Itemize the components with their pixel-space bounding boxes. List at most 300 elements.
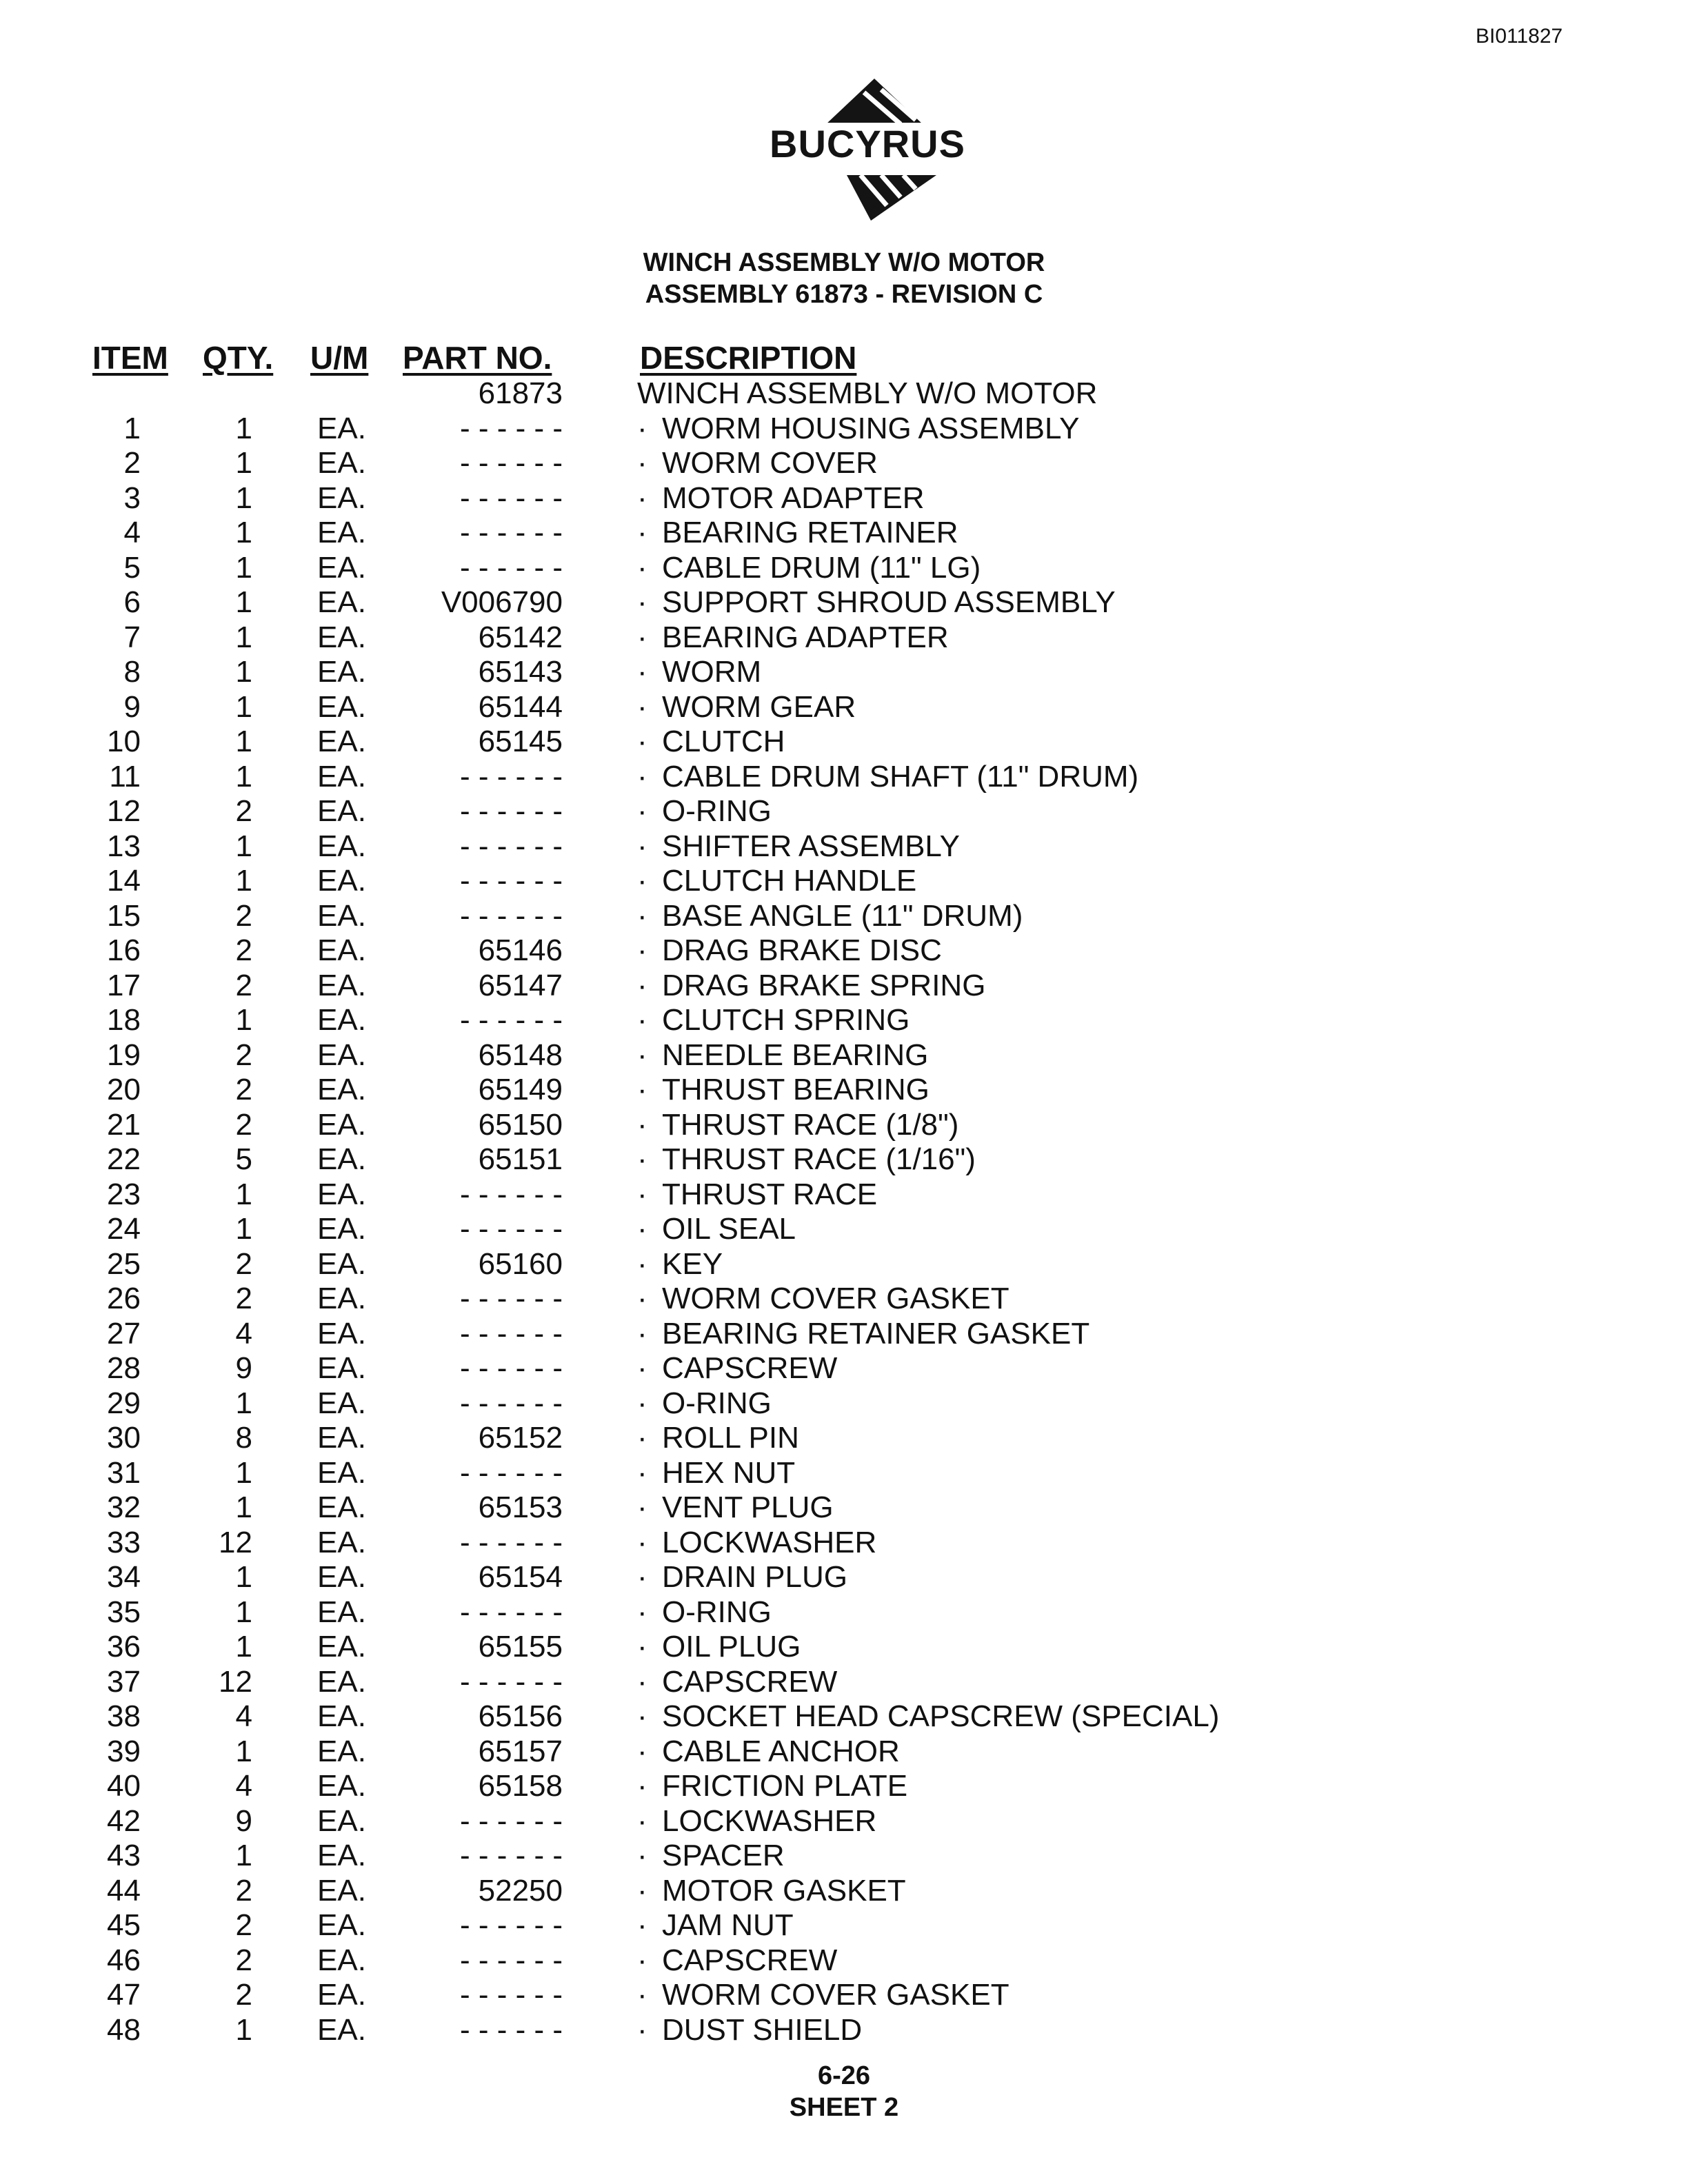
quantity: 1 xyxy=(235,1734,252,1768)
indent-dot: · xyxy=(637,655,647,689)
description: NEEDLE BEARING xyxy=(662,1038,929,1072)
item-number: 10 xyxy=(107,725,141,758)
part-number: - - - - - - xyxy=(459,864,563,898)
unit-of-measure: EA. xyxy=(317,1595,366,1629)
part-number: 65146 xyxy=(478,933,563,967)
part-number: - - - - - - xyxy=(459,1003,563,1037)
table-row xyxy=(0,1421,1688,1456)
item-number: 14 xyxy=(107,864,141,898)
table-row xyxy=(0,1735,1688,1770)
indent-dot: · xyxy=(637,620,647,654)
assembly-description: WINCH ASSEMBLY W/O MOTOR xyxy=(637,376,1098,410)
part-number: - - - - - - xyxy=(459,759,563,793)
unit-of-measure: EA. xyxy=(317,1212,366,1246)
part-number: 65150 xyxy=(478,1107,563,1142)
quantity: 2 xyxy=(235,1073,252,1106)
unit-of-measure: EA. xyxy=(317,1177,366,1211)
table-row xyxy=(0,794,1688,829)
quantity: 2 xyxy=(235,1038,252,1072)
quantity: 1 xyxy=(235,585,252,619)
description: JAM NUT xyxy=(662,1908,794,1942)
unit-of-measure: EA. xyxy=(317,411,366,445)
header-um: U/M xyxy=(310,340,369,376)
quantity: 2 xyxy=(235,1978,252,2012)
description: DRAIN PLUG xyxy=(662,1560,847,1594)
quantity: 12 xyxy=(219,1525,252,1559)
table-row xyxy=(0,585,1688,620)
quantity: 8 xyxy=(235,1421,252,1455)
table-row xyxy=(0,829,1688,865)
quantity: 1 xyxy=(235,411,252,445)
description: O-RING xyxy=(662,794,772,828)
item-number: 32 xyxy=(107,1490,141,1524)
part-number: 65155 xyxy=(478,1630,563,1664)
quantity: 2 xyxy=(235,1246,252,1281)
part-number: 65149 xyxy=(478,1073,563,1106)
table-row xyxy=(0,1874,1688,1909)
description: MOTOR GASKET xyxy=(662,1873,906,1908)
description: CABLE DRUM SHAFT (11" DRUM) xyxy=(662,759,1139,793)
indent-dot: · xyxy=(637,1246,647,1281)
indent-dot: · xyxy=(637,1943,647,1977)
table-row xyxy=(0,1769,1688,1804)
part-number: - - - - - - xyxy=(459,411,563,445)
description: WORM COVER GASKET xyxy=(662,1282,1009,1315)
description: BEARING RETAINER GASKET xyxy=(662,1316,1090,1351)
item-number: 45 xyxy=(107,1908,141,1942)
item-number: 19 xyxy=(107,1038,141,1072)
sheet-number: SHEET 2 xyxy=(789,2093,899,2122)
description: FRICTION PLATE xyxy=(662,1769,908,1803)
unit-of-measure: EA. xyxy=(317,1351,366,1385)
table-row xyxy=(0,1943,1688,1979)
part-number: - - - - - - xyxy=(459,1316,563,1351)
unit-of-measure: EA. xyxy=(317,968,366,1002)
table-row xyxy=(0,551,1688,586)
indent-dot: · xyxy=(637,516,647,549)
item-number: 1 xyxy=(123,411,141,445)
part-number: - - - - - - xyxy=(459,481,563,515)
quantity: 1 xyxy=(235,655,252,689)
table-row xyxy=(0,1699,1688,1735)
description: SUPPORT SHROUD ASSEMBLY xyxy=(662,585,1116,619)
item-number: 26 xyxy=(107,1282,141,1315)
quantity: 1 xyxy=(235,481,252,515)
item-number: 24 xyxy=(107,1212,141,1246)
indent-dot: · xyxy=(637,1664,647,1699)
unit-of-measure: EA. xyxy=(317,794,366,828)
part-number: 65154 xyxy=(478,1560,563,1594)
part-number: 65152 xyxy=(478,1421,563,1455)
unit-of-measure: EA. xyxy=(317,1003,366,1037)
table-row xyxy=(0,1839,1688,1874)
indent-dot: · xyxy=(637,1595,647,1629)
unit-of-measure: EA. xyxy=(317,1943,366,1977)
unit-of-measure: EA. xyxy=(317,585,366,619)
indent-dot: · xyxy=(637,1421,647,1455)
part-number: 65158 xyxy=(478,1769,563,1803)
header-part-no: PART NO. xyxy=(403,340,552,376)
quantity: 12 xyxy=(219,1664,252,1699)
item-number: 40 xyxy=(107,1769,141,1803)
unit-of-measure: EA. xyxy=(317,1386,366,1420)
unit-of-measure: EA. xyxy=(317,1142,366,1176)
part-number: - - - - - - xyxy=(459,1351,563,1385)
description: BEARING ADAPTER xyxy=(662,620,949,654)
document-id: BI011827 xyxy=(1476,25,1563,48)
table-row xyxy=(0,1630,1688,1665)
indent-dot: · xyxy=(637,446,647,480)
indent-dot: · xyxy=(637,2012,647,2047)
item-number: 8 xyxy=(123,655,141,689)
description: CAPSCREW xyxy=(662,1943,838,1977)
item-number: 7 xyxy=(123,620,141,654)
unit-of-measure: EA. xyxy=(317,864,366,898)
quantity: 1 xyxy=(235,1177,252,1211)
indent-dot: · xyxy=(637,689,647,724)
part-number: - - - - - - xyxy=(459,1839,563,1872)
description: BASE ANGLE (11" DRUM) xyxy=(662,898,1023,933)
description: SHIFTER ASSEMBLY xyxy=(662,829,960,863)
indent-dot: · xyxy=(637,1316,647,1351)
part-number: 65144 xyxy=(478,689,563,724)
item-number: 37 xyxy=(107,1664,141,1699)
unit-of-measure: EA. xyxy=(317,1664,366,1699)
quantity: 2 xyxy=(235,794,252,828)
quantity: 1 xyxy=(235,1386,252,1420)
table-row xyxy=(0,1490,1688,1526)
item-number: 22 xyxy=(107,1142,141,1176)
quantity: 1 xyxy=(235,1839,252,1872)
part-number: 65142 xyxy=(478,620,563,654)
quantity: 2 xyxy=(235,1282,252,1315)
item-number: 36 xyxy=(107,1630,141,1664)
item-number: 29 xyxy=(107,1386,141,1420)
page-number: 6-26 xyxy=(817,2061,871,2090)
table-row xyxy=(0,725,1688,760)
item-number: 3 xyxy=(123,481,141,515)
quantity: 2 xyxy=(235,1908,252,1942)
description: O-RING xyxy=(662,1386,772,1420)
description: VENT PLUG xyxy=(662,1490,834,1524)
item-number: 2 xyxy=(123,446,141,480)
table-row xyxy=(0,969,1688,1004)
indent-dot: · xyxy=(637,1769,647,1803)
part-number: - - - - - - xyxy=(459,1455,563,1490)
indent-dot: · xyxy=(637,829,647,863)
item-number: 34 xyxy=(107,1560,141,1594)
unit-of-measure: EA. xyxy=(317,1246,366,1281)
table-row xyxy=(0,1073,1688,1108)
quantity: 2 xyxy=(235,898,252,933)
quantity: 1 xyxy=(235,620,252,654)
quantity: 1 xyxy=(235,725,252,758)
unit-of-measure: EA. xyxy=(317,1803,366,1838)
quantity: 1 xyxy=(235,446,252,480)
part-number: - - - - - - xyxy=(459,1803,563,1838)
part-number: - - - - - - xyxy=(459,1212,563,1246)
part-number: - - - - - - xyxy=(459,550,563,585)
table-row xyxy=(0,760,1688,795)
table-row xyxy=(0,1317,1688,1352)
quantity: 1 xyxy=(235,516,252,549)
description: DUST SHIELD xyxy=(662,2012,863,2047)
quantity: 1 xyxy=(235,689,252,724)
unit-of-measure: EA. xyxy=(317,1525,366,1559)
item-number: 43 xyxy=(107,1839,141,1872)
quantity: 1 xyxy=(235,1212,252,1246)
unit-of-measure: EA. xyxy=(317,725,366,758)
item-number: 21 xyxy=(107,1107,141,1142)
part-number: 65160 xyxy=(478,1246,563,1281)
table-row xyxy=(0,1108,1688,1143)
description: CABLE ANCHOR xyxy=(662,1734,900,1768)
description: DRAG BRAKE DISC xyxy=(662,933,942,967)
unit-of-measure: EA. xyxy=(317,1769,366,1803)
table-row xyxy=(0,1386,1688,1422)
part-number: - - - - - - xyxy=(459,516,563,549)
part-number: V006790 xyxy=(441,585,563,619)
indent-dot: · xyxy=(637,1038,647,1072)
indent-dot: · xyxy=(637,1212,647,1246)
table-row xyxy=(0,1804,1688,1839)
unit-of-measure: EA. xyxy=(317,933,366,967)
description: LOCKWASHER xyxy=(662,1525,877,1559)
table-row xyxy=(0,864,1688,899)
item-number: 16 xyxy=(107,933,141,967)
table-row xyxy=(0,690,1688,725)
indent-dot: · xyxy=(637,1630,647,1664)
indent-dot: · xyxy=(637,933,647,967)
part-number: - - - - - - xyxy=(459,1386,563,1420)
indent-dot: · xyxy=(637,968,647,1002)
description: HEX NUT xyxy=(662,1455,796,1490)
part-number: - - - - - - xyxy=(459,446,563,480)
document-title: WINCH ASSEMBLY W/O MOTOR xyxy=(643,248,1045,277)
quantity: 9 xyxy=(235,1803,252,1838)
table-row xyxy=(0,655,1688,690)
indent-dot: · xyxy=(637,1351,647,1385)
table-row xyxy=(0,1142,1688,1177)
unit-of-measure: EA. xyxy=(317,1734,366,1768)
part-number: - - - - - - xyxy=(459,1978,563,2012)
quantity: 1 xyxy=(235,550,252,585)
quantity: 4 xyxy=(235,1769,252,1803)
indent-dot: · xyxy=(637,1978,647,2012)
part-number: 65153 xyxy=(478,1490,563,1524)
quantity: 2 xyxy=(235,1943,252,1977)
indent-dot: · xyxy=(637,1455,647,1490)
unit-of-measure: EA. xyxy=(317,620,366,654)
indent-dot: · xyxy=(637,1003,647,1037)
item-number: 15 xyxy=(107,898,141,933)
unit-of-measure: EA. xyxy=(317,1978,366,2012)
description: O-RING xyxy=(662,1595,772,1629)
description: WORM HOUSING ASSEMBLY xyxy=(662,411,1080,445)
part-number: 65147 xyxy=(478,968,563,1002)
unit-of-measure: EA. xyxy=(317,1316,366,1351)
quantity: 4 xyxy=(235,1699,252,1733)
unit-of-measure: EA. xyxy=(317,689,366,724)
unit-of-measure: EA. xyxy=(317,1873,366,1908)
unit-of-measure: EA. xyxy=(317,898,366,933)
table-row xyxy=(0,1003,1688,1038)
indent-dot: · xyxy=(637,1803,647,1838)
unit-of-measure: EA. xyxy=(317,446,366,480)
quantity: 1 xyxy=(235,829,252,863)
item-number: 20 xyxy=(107,1073,141,1106)
part-number: - - - - - - xyxy=(459,794,563,828)
table-row xyxy=(0,1908,1688,1943)
item-number: 6 xyxy=(123,585,141,619)
item-number: 13 xyxy=(107,829,141,863)
item-number: 18 xyxy=(107,1003,141,1037)
quantity: 2 xyxy=(235,1873,252,1908)
indent-dot: · xyxy=(637,1142,647,1176)
description: MOTOR ADAPTER xyxy=(662,481,925,515)
indent-dot: · xyxy=(637,1560,647,1594)
indent-dot: · xyxy=(637,759,647,793)
description: LOCKWASHER xyxy=(662,1803,877,1838)
part-number: - - - - - - xyxy=(459,2012,563,2047)
table-row xyxy=(0,1978,1688,2013)
part-number: 65157 xyxy=(478,1734,563,1768)
item-number: 9 xyxy=(123,689,141,724)
assembly-row xyxy=(0,376,1688,412)
indent-dot: · xyxy=(637,1873,647,1908)
item-number: 30 xyxy=(107,1421,141,1455)
table-row xyxy=(0,1247,1688,1282)
unit-of-measure: EA. xyxy=(317,1699,366,1733)
description: OIL PLUG xyxy=(662,1630,801,1664)
description: WORM xyxy=(662,655,762,689)
quantity: 2 xyxy=(235,933,252,967)
unit-of-measure: EA. xyxy=(317,1282,366,1315)
description: CLUTCH xyxy=(662,725,785,758)
item-number: 25 xyxy=(107,1246,141,1281)
quantity: 1 xyxy=(235,1455,252,1490)
item-number: 27 xyxy=(107,1316,141,1351)
description: ROLL PIN xyxy=(662,1421,799,1455)
table-row xyxy=(0,620,1688,656)
indent-dot: · xyxy=(637,481,647,515)
quantity: 1 xyxy=(235,759,252,793)
unit-of-measure: EA. xyxy=(317,1908,366,1942)
part-number: 65148 xyxy=(478,1038,563,1072)
unit-of-measure: EA. xyxy=(317,1455,366,1490)
quantity: 1 xyxy=(235,1003,252,1037)
quantity: 4 xyxy=(235,1316,252,1351)
table-row xyxy=(0,899,1688,934)
unit-of-measure: EA. xyxy=(317,1490,366,1524)
description: WORM COVER GASKET xyxy=(662,1978,1009,2012)
table-row xyxy=(0,2013,1688,2048)
table-row xyxy=(0,1595,1688,1630)
indent-dot: · xyxy=(637,725,647,758)
description: WORM COVER xyxy=(662,446,878,480)
unit-of-measure: EA. xyxy=(317,655,366,689)
indent-dot: · xyxy=(637,1282,647,1315)
table-row xyxy=(0,446,1688,481)
quantity: 1 xyxy=(235,2012,252,2047)
indent-dot: · xyxy=(637,585,647,619)
table-row xyxy=(0,1351,1688,1386)
part-number: 65151 xyxy=(478,1142,563,1176)
table-row xyxy=(0,516,1688,551)
unit-of-measure: EA. xyxy=(317,1073,366,1106)
parts-list xyxy=(0,376,1688,2048)
indent-dot: · xyxy=(637,1490,647,1524)
unit-of-measure: EA. xyxy=(317,1630,366,1664)
part-number: - - - - - - xyxy=(459,829,563,863)
part-number: - - - - - - xyxy=(459,1943,563,1977)
description: OIL SEAL xyxy=(662,1212,796,1246)
part-number: - - - - - - xyxy=(459,1525,563,1559)
item-number: 5 xyxy=(123,550,141,585)
table-row xyxy=(0,933,1688,969)
header-item: ITEM xyxy=(92,340,168,376)
indent-dot: · xyxy=(637,898,647,933)
table-row xyxy=(0,1038,1688,1073)
description: CLUTCH SPRING xyxy=(662,1003,910,1037)
header-qty: QTY. xyxy=(203,340,274,376)
indent-dot: · xyxy=(637,1839,647,1872)
quantity: 1 xyxy=(235,864,252,898)
unit-of-measure: EA. xyxy=(317,1839,366,1872)
description: THRUST RACE (1/16") xyxy=(662,1142,976,1176)
item-number: 11 xyxy=(109,759,141,793)
assembly-part-no: 61873 xyxy=(478,376,563,410)
quantity: 2 xyxy=(235,1107,252,1142)
table-row xyxy=(0,1560,1688,1595)
item-number: 39 xyxy=(107,1734,141,1768)
part-number: - - - - - - xyxy=(459,1664,563,1699)
unit-of-measure: EA. xyxy=(317,2012,366,2047)
table-row xyxy=(0,1177,1688,1213)
item-number: 4 xyxy=(123,516,141,549)
table-row xyxy=(0,1665,1688,1700)
unit-of-measure: EA. xyxy=(317,1038,366,1072)
description: THRUST BEARING xyxy=(662,1073,930,1106)
item-number: 38 xyxy=(107,1699,141,1733)
indent-dot: · xyxy=(637,864,647,898)
unit-of-measure: EA. xyxy=(317,550,366,585)
part-number: - - - - - - xyxy=(459,1908,563,1942)
unit-of-measure: EA. xyxy=(317,1560,366,1594)
indent-dot: · xyxy=(637,1177,647,1211)
indent-dot: · xyxy=(637,1699,647,1733)
item-number: 23 xyxy=(107,1177,141,1211)
description: DRAG BRAKE SPRING xyxy=(662,968,986,1002)
indent-dot: · xyxy=(637,1734,647,1768)
item-number: 12 xyxy=(107,794,141,828)
item-number: 42 xyxy=(107,1803,141,1838)
description: CABLE DRUM (11" LG) xyxy=(662,550,981,585)
quantity: 2 xyxy=(235,968,252,1002)
header-description: DESCRIPTION xyxy=(640,340,857,376)
description: WORM GEAR xyxy=(662,689,856,724)
indent-dot: · xyxy=(637,1908,647,1942)
item-number: 17 xyxy=(107,968,141,1002)
item-number: 35 xyxy=(107,1595,141,1629)
table-row xyxy=(0,1526,1688,1561)
quantity: 1 xyxy=(235,1630,252,1664)
description: THRUST RACE (1/8") xyxy=(662,1107,959,1142)
indent-dot: · xyxy=(637,411,647,445)
description: KEY xyxy=(662,1246,723,1281)
quantity: 5 xyxy=(235,1142,252,1176)
part-number: 65145 xyxy=(478,725,563,758)
